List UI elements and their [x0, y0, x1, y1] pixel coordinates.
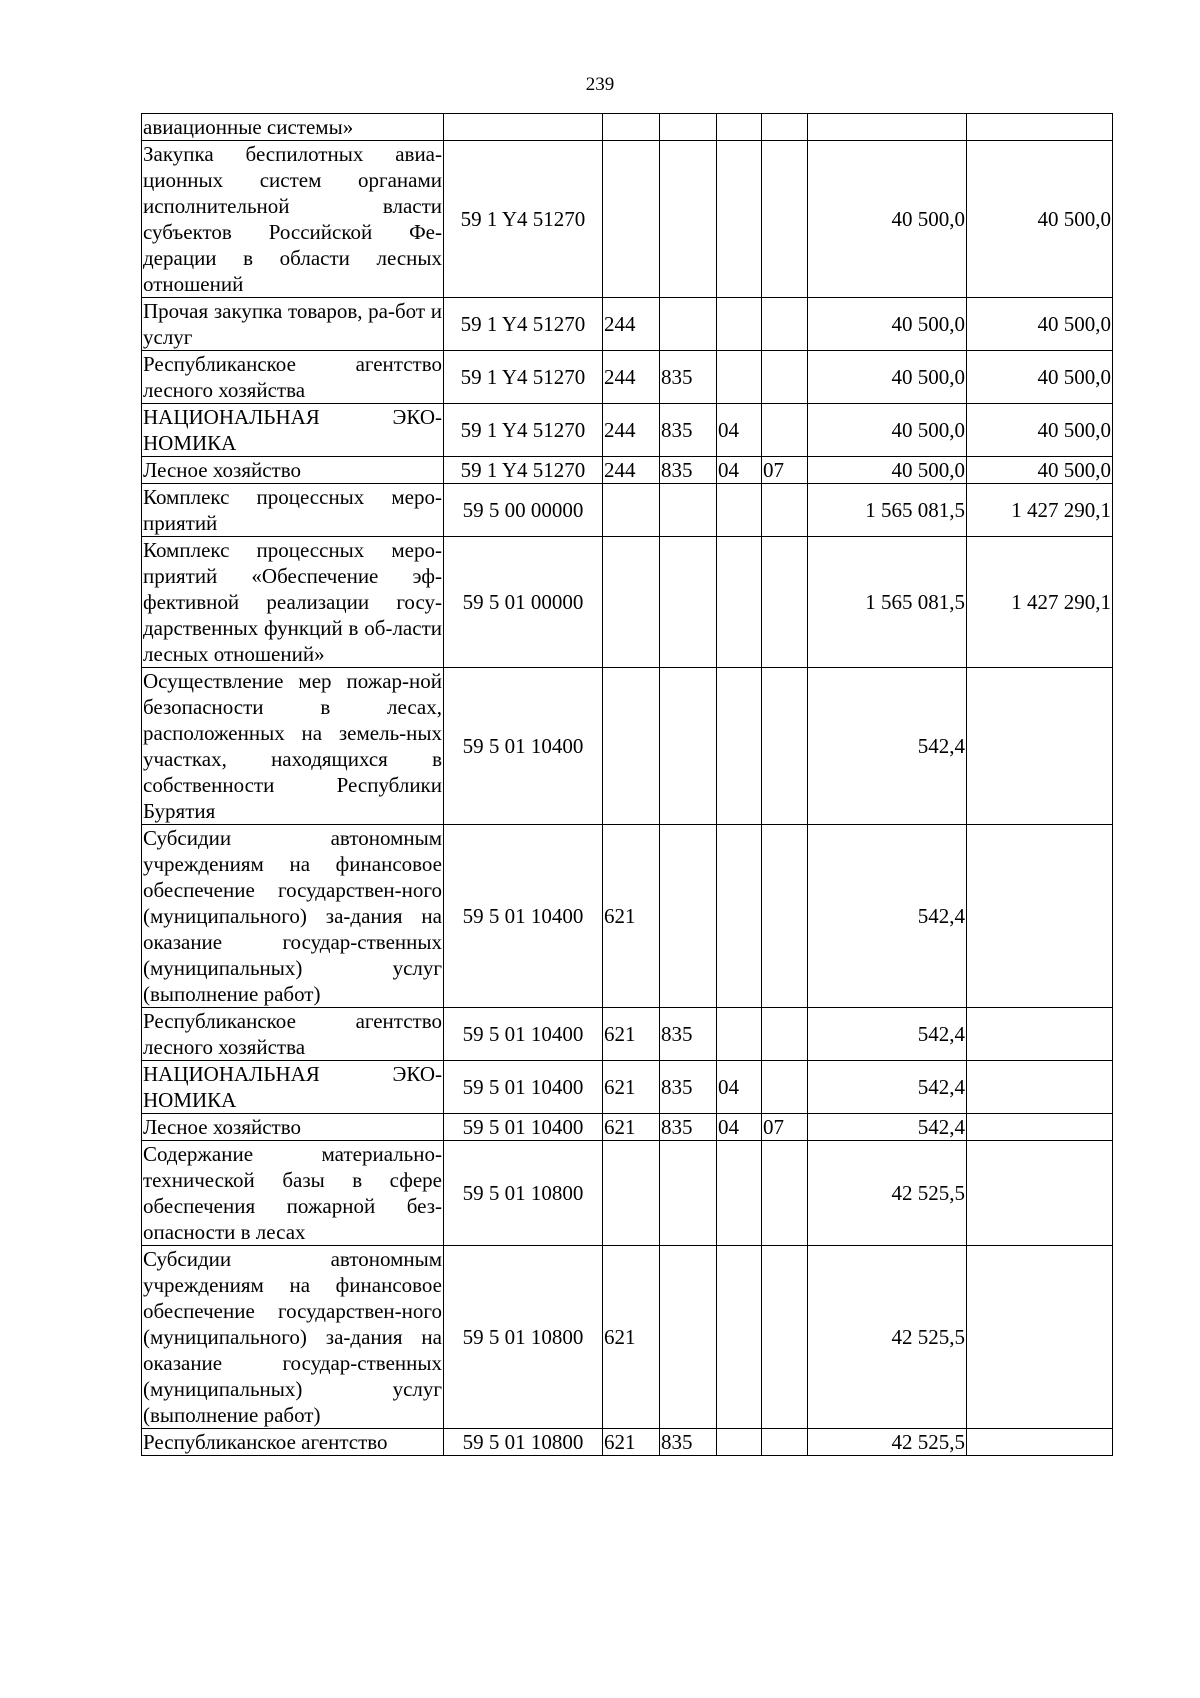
row-name: Осуществление мер пожар-ной безопасности в лесах, расположенных на земель-ных участках, находящихся в собственности Республики Бурятия — [143, 669, 442, 823]
subsection-code — [762, 404, 808, 457]
row-name: Республиканское агентство лесного хозяйства — [143, 352, 442, 402]
amount-year-2: 40 500,0 — [967, 141, 1113, 298]
amount-year-1: 542,4 — [808, 1114, 967, 1141]
target-article-code: 59 5 01 10800 — [444, 1141, 603, 1246]
section-code — [717, 351, 762, 404]
amount-year-1: 542,4 — [808, 825, 967, 1008]
target-article-code: 59 1 Y4 51270 — [444, 404, 603, 457]
table-row — [142, 1246, 1113, 1429]
target-article-code — [444, 114, 603, 141]
expense-type-code: 621 — [603, 825, 660, 1008]
table-row — [142, 114, 1113, 141]
amount-year-1: 542,4 — [808, 668, 967, 825]
subsection-code — [762, 351, 808, 404]
section-code — [717, 1141, 762, 1246]
amount-year-1: 40 500,0 — [808, 404, 967, 457]
department-code — [660, 114, 717, 141]
department-code: 835 — [660, 351, 717, 404]
amount-year-2 — [967, 1429, 1113, 1456]
table-row — [142, 457, 1113, 484]
amount-year-2: 1 427 290,1 — [967, 537, 1113, 668]
subsection-code — [762, 825, 808, 1008]
target-article-code: 59 5 01 10800 — [444, 1429, 603, 1456]
row-name: Лесное хозяйство — [142, 457, 444, 484]
expense-type-code: 621 — [603, 1008, 660, 1061]
table-row — [142, 298, 1113, 351]
subsection-code — [762, 1246, 808, 1429]
amount-year-2: 1 427 290,1 — [967, 484, 1113, 537]
row-name: НАЦИОНАЛЬНАЯ ЭКО-НОМИКА — [143, 405, 442, 455]
row-name: Лесное хозяйство — [142, 1114, 444, 1141]
table-body — [142, 114, 1113, 1456]
amount-year-2 — [967, 668, 1113, 825]
target-article-code: 59 1 Y4 51270 — [444, 141, 603, 298]
expense-type-code: 244 — [603, 404, 660, 457]
subsection-code — [762, 1141, 808, 1246]
expense-type-code — [603, 484, 660, 537]
amount-year-1: 40 500,0 — [808, 298, 967, 351]
target-article-code: 59 5 01 10400 — [444, 668, 603, 825]
table-row — [142, 825, 1113, 1008]
row-name: Республиканское агентство лесного хозяйства — [143, 1009, 442, 1059]
amount-year-1: 40 500,0 — [808, 141, 967, 298]
table-row — [142, 351, 1113, 404]
section-code — [717, 1008, 762, 1061]
page-number: 239 — [585, 74, 615, 95]
target-article-code: 59 5 01 10800 — [444, 1246, 603, 1429]
amount-year-1: 40 500,0 — [808, 457, 967, 484]
amount-year-1: 542,4 — [808, 1061, 967, 1114]
target-article-code: 59 1 Y4 51270 — [444, 298, 603, 351]
subsection-code — [762, 298, 808, 351]
expense-type-code — [603, 141, 660, 298]
amount-year-1: 42 525,5 — [808, 1246, 967, 1429]
subsection-code — [762, 1061, 808, 1114]
row-name: Комплекс процессных меро-приятий — [143, 485, 442, 535]
department-code — [660, 298, 717, 351]
amount-year-1: 1 565 081,5 — [808, 537, 967, 668]
department-code — [660, 1141, 717, 1246]
table-row — [142, 1429, 1113, 1456]
amount-year-2 — [967, 1114, 1113, 1141]
row-name: НАЦИОНАЛЬНАЯ ЭКО-НОМИКА — [143, 1062, 442, 1112]
subsection-code — [762, 537, 808, 668]
amount-year-2: 40 500,0 — [967, 351, 1113, 404]
budget-table — [141, 113, 1113, 1456]
row-name: Закупка беспилотных авиа-ционных систем органами исполнительной власти субъектов Российской Фе-дерации в области лесных отношений — [143, 142, 442, 296]
expense-type-code — [603, 1141, 660, 1246]
department-code: 835 — [660, 1114, 717, 1141]
target-article-code: 59 1 Y4 51270 — [444, 351, 603, 404]
row-name: Комплекс процессных меро-приятий «Обеспечение эф-фективной реализации госу-дарственных функций в об-ласти лесных отношений» — [143, 538, 442, 666]
section-code: 04 — [717, 1114, 762, 1141]
section-code: 04 — [717, 457, 762, 484]
section-code — [717, 484, 762, 537]
expense-type-code: 621 — [603, 1114, 660, 1141]
expense-type-code — [603, 114, 660, 141]
row-name: Содержание материально-технической базы в сфере обеспечения пожарной без-опасности в лесах — [143, 1142, 442, 1244]
amount-year-1 — [808, 114, 967, 141]
table-row — [142, 1141, 1113, 1246]
expense-type-code: 621 — [603, 1429, 660, 1456]
section-code: 04 — [717, 1061, 762, 1114]
subsection-code — [762, 1429, 808, 1456]
target-article-code: 59 5 01 10400 — [444, 1061, 603, 1114]
amount-year-1: 42 525,5 — [808, 1141, 967, 1246]
expense-type-code — [603, 668, 660, 825]
section-code — [717, 298, 762, 351]
table-row — [142, 1061, 1113, 1114]
section-code: 04 — [717, 404, 762, 457]
department-code: 835 — [660, 404, 717, 457]
target-article-code: 59 5 01 10400 — [444, 1008, 603, 1061]
subsection-code — [762, 484, 808, 537]
department-code — [660, 1246, 717, 1429]
expense-type-code: 621 — [603, 1061, 660, 1114]
section-code — [717, 141, 762, 298]
table-row — [142, 537, 1113, 668]
table-row — [142, 141, 1113, 298]
subsection-code: 07 — [762, 457, 808, 484]
amount-year-2: 40 500,0 — [967, 404, 1113, 457]
row-name: Прочая закупка товаров, ра-бот и услуг — [143, 299, 442, 349]
row-name: Субсидии автономным учреждениям на финансовое обеспечение государствен-ного (муниципального) за-дания на оказание государ-ственных (муниципальных) услуг (выполнение работ) — [143, 1247, 442, 1427]
table-row — [142, 668, 1113, 825]
section-code — [717, 114, 762, 141]
amount-year-1: 1 565 081,5 — [808, 484, 967, 537]
amount-year-2 — [967, 114, 1113, 141]
department-code — [660, 825, 717, 1008]
section-code — [717, 668, 762, 825]
department-code — [660, 537, 717, 668]
expense-type-code: 244 — [603, 457, 660, 484]
target-article-code: 59 1 Y4 51270 — [444, 457, 603, 484]
amount-year-2 — [967, 825, 1113, 1008]
subsection-code — [762, 668, 808, 825]
target-article-code: 59 5 00 00000 — [444, 484, 603, 537]
subsection-code — [762, 141, 808, 298]
amount-year-2 — [967, 1141, 1113, 1246]
amount-year-2: 40 500,0 — [967, 298, 1113, 351]
amount-year-2 — [967, 1246, 1113, 1429]
department-code — [660, 141, 717, 298]
department-code: 835 — [660, 1429, 717, 1456]
expense-type-code: 621 — [603, 1246, 660, 1429]
table-row — [142, 404, 1113, 457]
department-code: 835 — [660, 457, 717, 484]
amount-year-2 — [967, 1008, 1113, 1061]
row-name: авиационные системы» — [142, 114, 444, 141]
target-article-code: 59 5 01 00000 — [444, 537, 603, 668]
table-row — [142, 1114, 1113, 1141]
table-row — [142, 484, 1113, 537]
department-code: 835 — [660, 1061, 717, 1114]
row-name: Субсидии автономным учреждениям на финансовое обеспечение государствен-ного (муниципального) за-дания на оказание государ-ственных (муниципальных) услуг (выполнение работ) — [143, 826, 442, 1006]
amount-year-1: 40 500,0 — [808, 351, 967, 404]
section-code — [717, 1429, 762, 1456]
expense-type-code — [603, 537, 660, 668]
table-row — [142, 1008, 1113, 1061]
expense-type-code: 244 — [603, 298, 660, 351]
subsection-code — [762, 1008, 808, 1061]
subsection-code: 07 — [762, 1114, 808, 1141]
section-code — [717, 1246, 762, 1429]
target-article-code: 59 5 01 10400 — [444, 1114, 603, 1141]
expense-type-code: 244 — [603, 351, 660, 404]
amount-year-2 — [967, 1061, 1113, 1114]
amount-year-1: 42 525,5 — [808, 1429, 967, 1456]
department-code — [660, 668, 717, 825]
department-code — [660, 484, 717, 537]
section-code — [717, 825, 762, 1008]
amount-year-2: 40 500,0 — [967, 457, 1113, 484]
target-article-code: 59 5 01 10400 — [444, 825, 603, 1008]
subsection-code — [762, 114, 808, 141]
department-code: 835 — [660, 1008, 717, 1061]
amount-year-1: 542,4 — [808, 1008, 967, 1061]
section-code — [717, 537, 762, 668]
row-name: Республиканское агентство — [142, 1429, 444, 1456]
